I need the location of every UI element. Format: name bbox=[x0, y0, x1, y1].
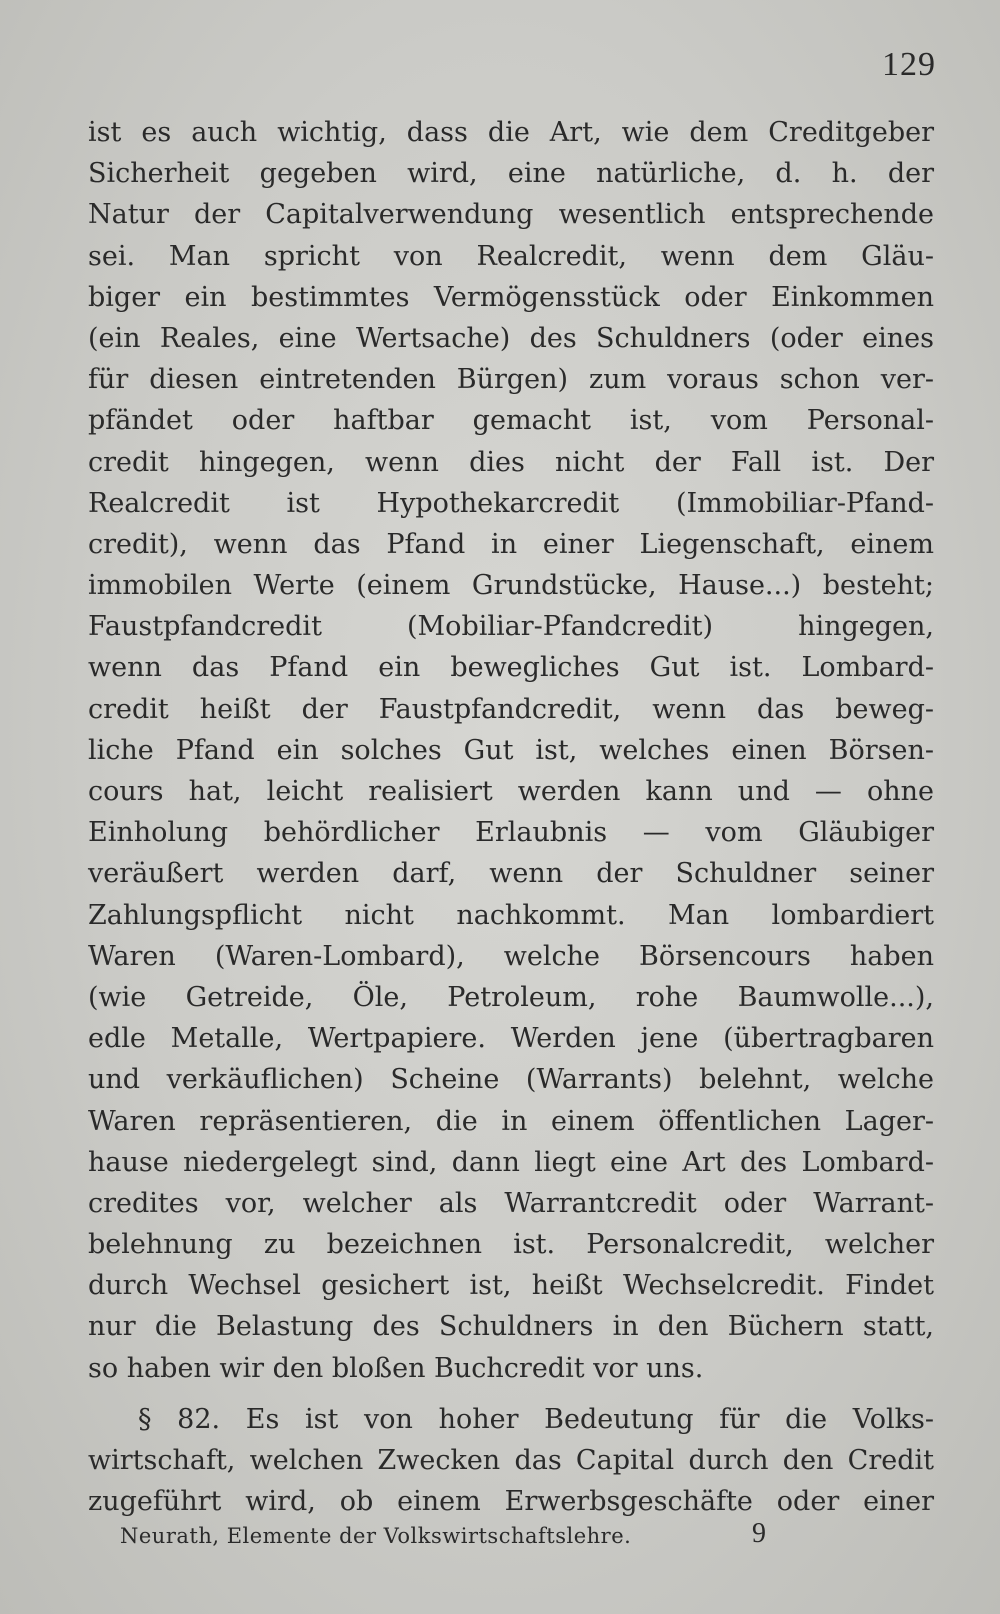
text-line: biger ein bestimmtes Vermögensstück oder Einkommen bbox=[88, 281, 934, 313]
text-line: Natur der Capitalverwendung wesentlich entsprechende bbox=[88, 199, 934, 231]
text-line: Zahlungspflicht nicht nachkommt. Man lombardiert bbox=[88, 899, 934, 931]
text-line: credit hingegen, wenn dies nicht der Fall ist. Der bbox=[88, 446, 934, 478]
text-line: hause niedergelegt sind, dann liegt eine Art des Lombard- bbox=[88, 1146, 934, 1178]
text-line: ist es auch wichtig, dass die Art, wie dem Creditgeber bbox=[88, 117, 934, 148]
text-line: Waren (Waren-Lombard), welche Börsencours haben bbox=[88, 940, 934, 972]
signature-mark: 9 bbox=[752, 1518, 766, 1549]
text-line: zugeführt wird, ob einem Erwerbsgeschäfte oder einer bbox=[88, 1486, 934, 1518]
text-line: credites vor, welcher als Warrantcredit oder Warrant- bbox=[88, 1187, 934, 1219]
text-line: veräußert werden darf, wenn der Schuldner seiner bbox=[88, 858, 934, 890]
text-line: (ein Reales, eine Wertsache) des Schuldners (oder eines bbox=[88, 322, 934, 354]
text-line: Realcredit ist Hypothekarcredit (Immobiliar-Pfand- bbox=[88, 487, 934, 519]
paragraph-gap bbox=[88, 1389, 934, 1399]
text-line: credit heißt der Faustpfandcredit, wenn das beweg- bbox=[88, 693, 934, 725]
body-text bbox=[88, 112, 934, 1522]
text-line: wirtschaft, welchen Zwecken das Capital durch den Credit bbox=[88, 1445, 934, 1476]
text-line: und verkäuflichen) Scheine (Warrants) belehnt, welche bbox=[88, 1064, 934, 1096]
text-line: Faustpfandcredit (Mobiliar-Pfandcredit) hingegen, bbox=[88, 611, 934, 643]
text-line: nur die Belastung des Schuldners in den Büchern statt, bbox=[88, 1311, 934, 1343]
text-line: liche Pfand ein solches Gut ist, welches einen Börsen- bbox=[88, 734, 934, 766]
page-footer bbox=[120, 1518, 900, 1556]
paragraph bbox=[88, 1399, 934, 1523]
text-line: wenn das Pfand ein bewegliches Gut ist. Lombard- bbox=[88, 652, 934, 684]
text-line: Waren repräsentieren, die in einem öffentlichen Lager- bbox=[88, 1105, 934, 1137]
text-line: Sicherheit gegeben wird, eine natürliche, d. h. der bbox=[88, 158, 934, 190]
text-line: edle Metalle, Wertpapiere. Werden jene (übertragbaren bbox=[88, 1023, 934, 1055]
text-line: (wie Getreide, Öle, Petroleum, rohe Baumwolle...), bbox=[88, 981, 934, 1013]
text-line: für diesen eintretenden Bürgen) zum voraus schon ver- bbox=[88, 364, 934, 396]
text-line: belehnung zu bezeichnen ist. Personalcredit, welcher bbox=[88, 1229, 934, 1261]
text-line: pfändet oder haftbar gemacht ist, vom Personal- bbox=[88, 405, 934, 437]
text-line: Einholung behördlicher Erlaubnis — vom Gläubiger bbox=[88, 817, 934, 849]
text-line: sei. Man spricht von Realcredit, wenn dem Gläu- bbox=[88, 240, 934, 272]
page-number: 129 bbox=[882, 46, 936, 83]
section-82-heading-line: § 82. Es ist von hoher Bedeutung für die Volks- bbox=[138, 1403, 934, 1435]
paragraph bbox=[88, 112, 934, 1389]
text-line: cours hat, leicht realisiert werden kann und — ohne bbox=[88, 776, 934, 807]
text-line: credit), wenn das Pfand in einer Liegenschaft, einem bbox=[88, 528, 934, 560]
text-line: durch Wechsel gesichert ist, heißt Wechselcredit. Findet bbox=[88, 1270, 934, 1302]
text-line: immobilen Werte (einem Grundstücke, Hause...) besteht; bbox=[88, 570, 934, 602]
running-title: Neurath, Elemente der Volkswirtschaftslehre. bbox=[120, 1524, 632, 1548]
text-line: so haben wir den bloßen Buchcredit vor uns. bbox=[88, 1352, 704, 1384]
